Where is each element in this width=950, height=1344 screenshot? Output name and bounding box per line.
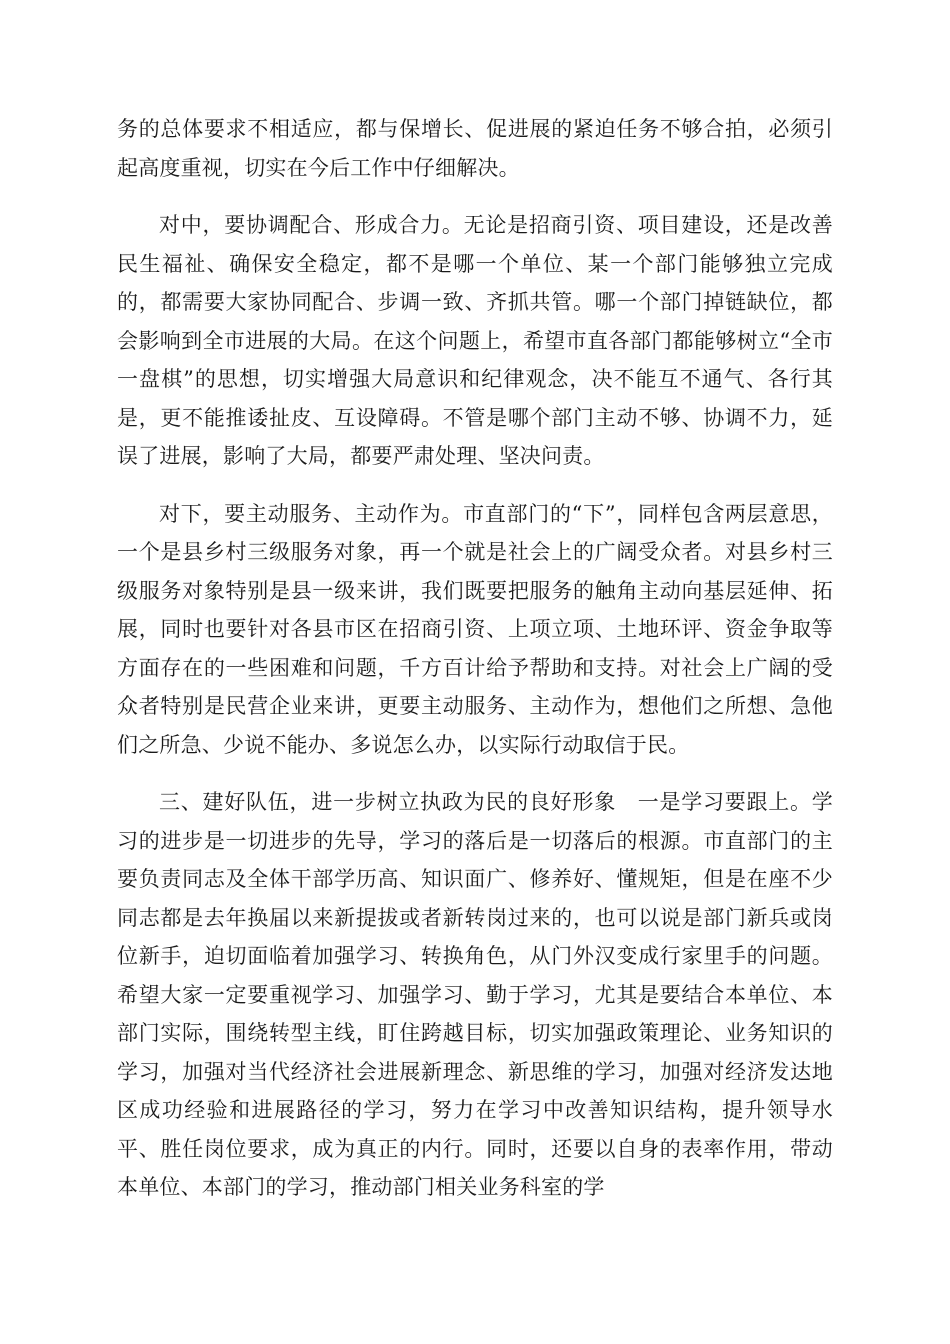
document-page [117,110,833,1226]
paragraph-service: 对下，要主动服务、主动作为。市直部门的“下”，同样包含两层意思，一个是县乡村三级服务对象，再一个就是社会上的广阔受众者。对县乡村三级服务对象特别是县一级来讲，我们既要把服务的触角主动向基层延伸、拓展，同时也要针对各县市区在招商引资、上项立项、土地环评、资金争取等方面存在的一些困难和问题，千方百计给予帮助和支持。对社会上广阔的受众者特别是民营企业来讲，更要主动服务、主动作为，想他们之所想、急他们之所急、少说不能办、多说怎么办，以实际行动取信于民。 [117,501,833,757]
paragraph-team-building: 三、建好队伍，进一步树立执政为民的良好形象 一是学习要跟上。学习的进步是一切进步的先导，学习的落后是一切落后的根源。市直部门的主要负责同志及全体干部学历高、知识面广、修养好、懂规矩，但是在座不少同志都是去年换届以来新提拔或者新转岗过来的，也可以说是部门新兵或岗位新手，迫切面临着加强学习、转换角色，从门外汉变成行家里手的问题。希望大家一定要重视学习、加强学习、勤于学习，尤其是要结合本单位、本部门实际，围绕转型主线，盯住跨越目标，切实加强政策理论、业务知识的学习，加强对当代经济社会进展新理念、新思维的学习，加强对经济发达地区成功经验和进展路径的学习，努力在学习中改善知识结构，提升领导水平、胜任岗位要求，成为真正的内行。同时，还要以自身的表率作用，带动本单位、本部门的学习，推动部门相关业务科室的学 [117,790,833,1199]
paragraph-continuation: 务的总体要求不相适应，都与保增长、促进展的紧迫任务不够合拍，必须引起高度重视，切实在今后工作中仔细解决。 [117,117,833,180]
paragraph-coordination: 对中，要协调配合、形成合力。无论是招商引资、项目建设，还是改善民生福祉、确保安全稳定，都不是哪一个单位、某一个部门能够独立完成的，都需要大家协同配合、步调一致、齐抓共管。哪一个部门掉链缺位，都会影响到全市进展的大局。在这个问题上，希望市直各部门都能够树立“全市一盘棋”的思想，切实增强大局意识和纪律观念，决不能互不通气、各行其是，更不能推诿扯皮、互设障碍。不管是哪个部门主动不够、协调不力，延误了进展，影响了大局，都要严肃处理、坚决问责。 [117,213,833,468]
